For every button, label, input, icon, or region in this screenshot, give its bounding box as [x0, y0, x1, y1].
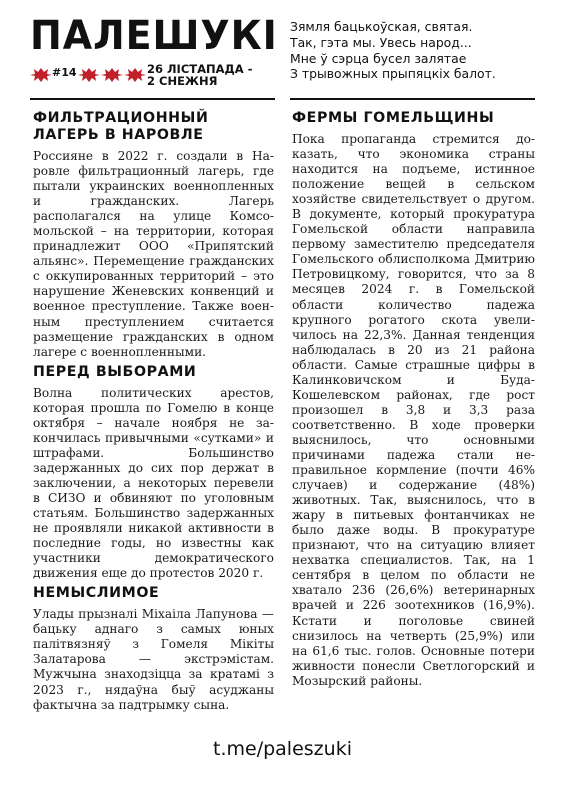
issue-row: [30, 62, 280, 92]
article-before-elections: [33, 364, 274, 582]
left-column: [33, 110, 274, 713]
poem-line: Мне ў сэрца бусел залятае: [290, 50, 467, 66]
article-unthinkable: [33, 585, 274, 712]
telegram-link[interactable]: t.me/paleszuki: [213, 738, 352, 760]
divider-left: [30, 98, 275, 100]
article-title: ПЕРЕД ВЫБОРАМИ: [33, 363, 197, 380]
right-column: [292, 110, 535, 689]
epigraph-poem: [290, 19, 550, 82]
folk-ornament-icon: [78, 68, 100, 82]
article-title: ФИЛЬТРАЦИОННЫЙ ЛАГЕРЬ В НАРОВЛЕ: [33, 110, 209, 143]
article-body: Волна политических арестов, которая прошла по Гомелю в конце октября – начале ноября не закончилась привычными «сутками» и штрафами. Большинство задержанных до сих пор держат в заключении, а некоторых перевели в СИЗО и обвиняют по уголовным статьям. Большинство задержанных не проявляли никакой активности в последние годы, но известны как участники демократического движения еще до протестов 2020 г.: [33, 385, 274, 581]
poem-line: Так, гэта мы. Увесь народ...: [290, 34, 472, 50]
article-title: ФЕРМЫ ГОМЕЛЬЩИНЫ: [292, 110, 495, 126]
newspaper-title: ПАЛЕШУКІ: [30, 13, 278, 59]
divider-right: [290, 98, 535, 100]
masthead: [30, 14, 280, 90]
article-body: Пока пропаганда стремится доказать, что экономика страны находится на подъеме, истинное положение вещей в сельском хозяйстве свидетельствует о другом. В документе, который прокуратура Гомельской области направила первому заместителю председателя Гомельского облисполкома Дмитрию Петровицкому, говорится, что за 8 месяцев 2024 г. в Гомельской области количество падежа крупного рогатого скота увеличилось на 22,3%. Данная тенденция наблюдалась в 20 из 21 района области. Самые страшные цифры в Калинковичском и Буда-Кошелевском районах, где рост произошел в 3,8 и 3,3 раза соответственно. В ходе проверки выяснилось, что основными причинами падежа стали неправильное кормление (почти 46% случаев) и содержание (48%) животных. Так, выяснилось, что в жару в питьевых фонтанчиках не было даже воды. В прокуратуре признают, что на ситуацию влияет нехватка специалистов. Так, на 1 сентября в целом по области не хватало 236 (26,6%) ветеринарных врачей и 226 зоотехников (16,9%). Кстати и поголовье свиней снизилось на четверть (25,9%) или на 61,6 тыс. голов. Основные потери живности понесли Светлогорский и Мозырский районы.: [292, 132, 535, 688]
article-title: НЕМЫСЛИМОЕ: [33, 585, 160, 602]
poem-line: Зямля бацькоўская, святая.: [290, 19, 473, 34]
article-body: Улады прызналі Міхаіла Лапунова — бацьку аднаго з самых юных палітвязняў з Гомеля Мікіты Залатарова — экстрэмістам. Мужчына знаходзіцца за кратамі з 2023 г., нядаўна быў асуджаны фактычна за падтрымку сына.: [33, 607, 274, 712]
article-body: Россияне в 2022 г. создали в Наровле фильтрационный лагерь, где пытали украинских военнопленных и гражданских. Лагерь располагался на улице Комсомольской – на территории, которая принадлежит ООО «Припятский альянс». Перемещение гражданских с оккупированных территорий – это нарушение Женевских конвенций и военное преступление. Также военным преступлением считается размещение гражданских в одном лагере с военнопленными.: [33, 149, 274, 359]
folk-ornament-icon: [30, 68, 52, 82]
folk-ornament-icon: [124, 68, 146, 82]
folk-ornament-icon: [101, 68, 123, 82]
issue-number: #14: [52, 66, 77, 79]
issue-dates: 26 ЛІСТАПАДА - 2 СНЕЖНЯ: [147, 62, 253, 88]
poem-line: З трывожных прыпяцкіх балот.: [290, 66, 496, 82]
article-filtration-camp: [33, 110, 274, 360]
article-gomel-farms: [292, 110, 535, 689]
